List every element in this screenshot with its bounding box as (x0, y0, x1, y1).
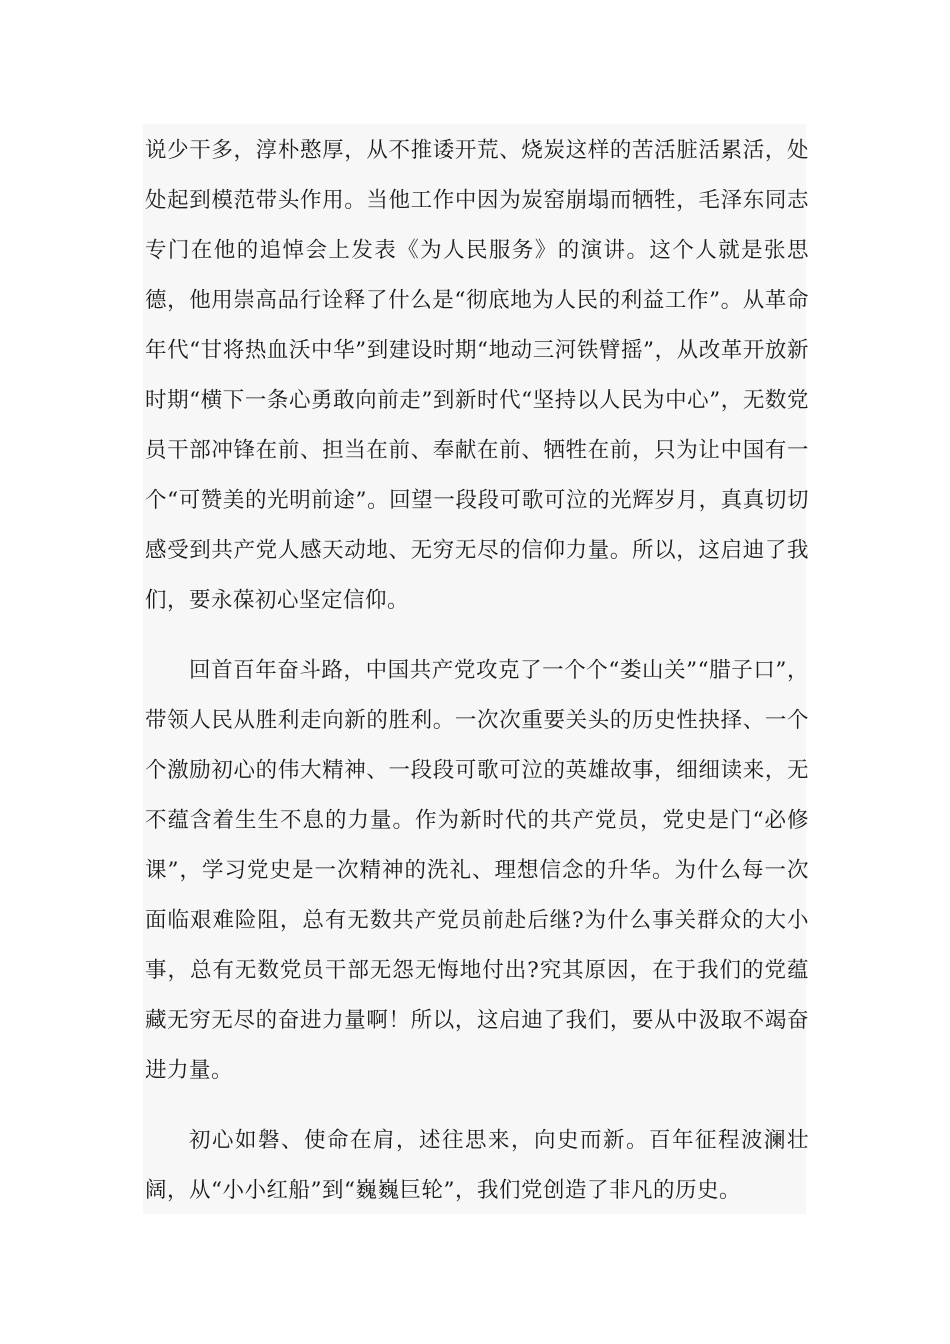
paragraph-3: 初心如磐、使命在肩，述往思来，向史而新。百年征程波澜壮阔，从“小小红船”到“巍巍巨轮”，我们党创造了非凡的历史。 (145, 1128, 809, 1203)
paragraph-2: 回首百年奋斗路，中国共产党攻克了一个个“娄山关”“腊子口”，带领人民从胜利走向新的胜利。一次次重要关头的历史性抉择、一个个激励初心的伟大精神、一段段可歌可泣的英雄故事，细细读来，无不蕴含着生生不息的力量。作为新时代的共产党员，党史是门“必修课”，学习党史是一次精神的洗礼、理想信念的升华。为什么每一次面临艰难险阻，总有无数共产党员前赴后继?为什么事关群众的大小事，总有无数党员干部无怨无悔地付出?究其原因，在于我们的党蕴藏无穷无尽的奋进力量啊！所以，这启迪了我们，要从中汲取不竭奋进力量。 (145, 658, 809, 1083)
paragraph-1: 说少干多，淳朴憨厚，从不推诿开荒、烧炭这样的苦活脏活累活，处处起到模范带头作用。当他工作中因为炭窑崩塌而牺牲，毛泽东同志专门在他的追悼会上发表《为人民服务》的演讲。这个人就是张思德，他用崇高品行诠释了什么是“彻底地为人民的利益工作”。从革命年代“甘将热血沃中华”到建设时期“地动三河铁臂摇”，从改革开放新时期“横下一条心勇敢向前走”到新时代“坚持以人民为中心”，无数党员干部冲锋在前、担当在前、奉献在前、牺牲在前，只为让中国有一个“可赞美的光明前途”。回望一段段可歌可泣的光辉岁月，真真切切感受到共产党人感天动地、无穷无尽的信仰力量。所以，这启迪了我们，要永葆初心坚定信仰。 (145, 138, 809, 613)
